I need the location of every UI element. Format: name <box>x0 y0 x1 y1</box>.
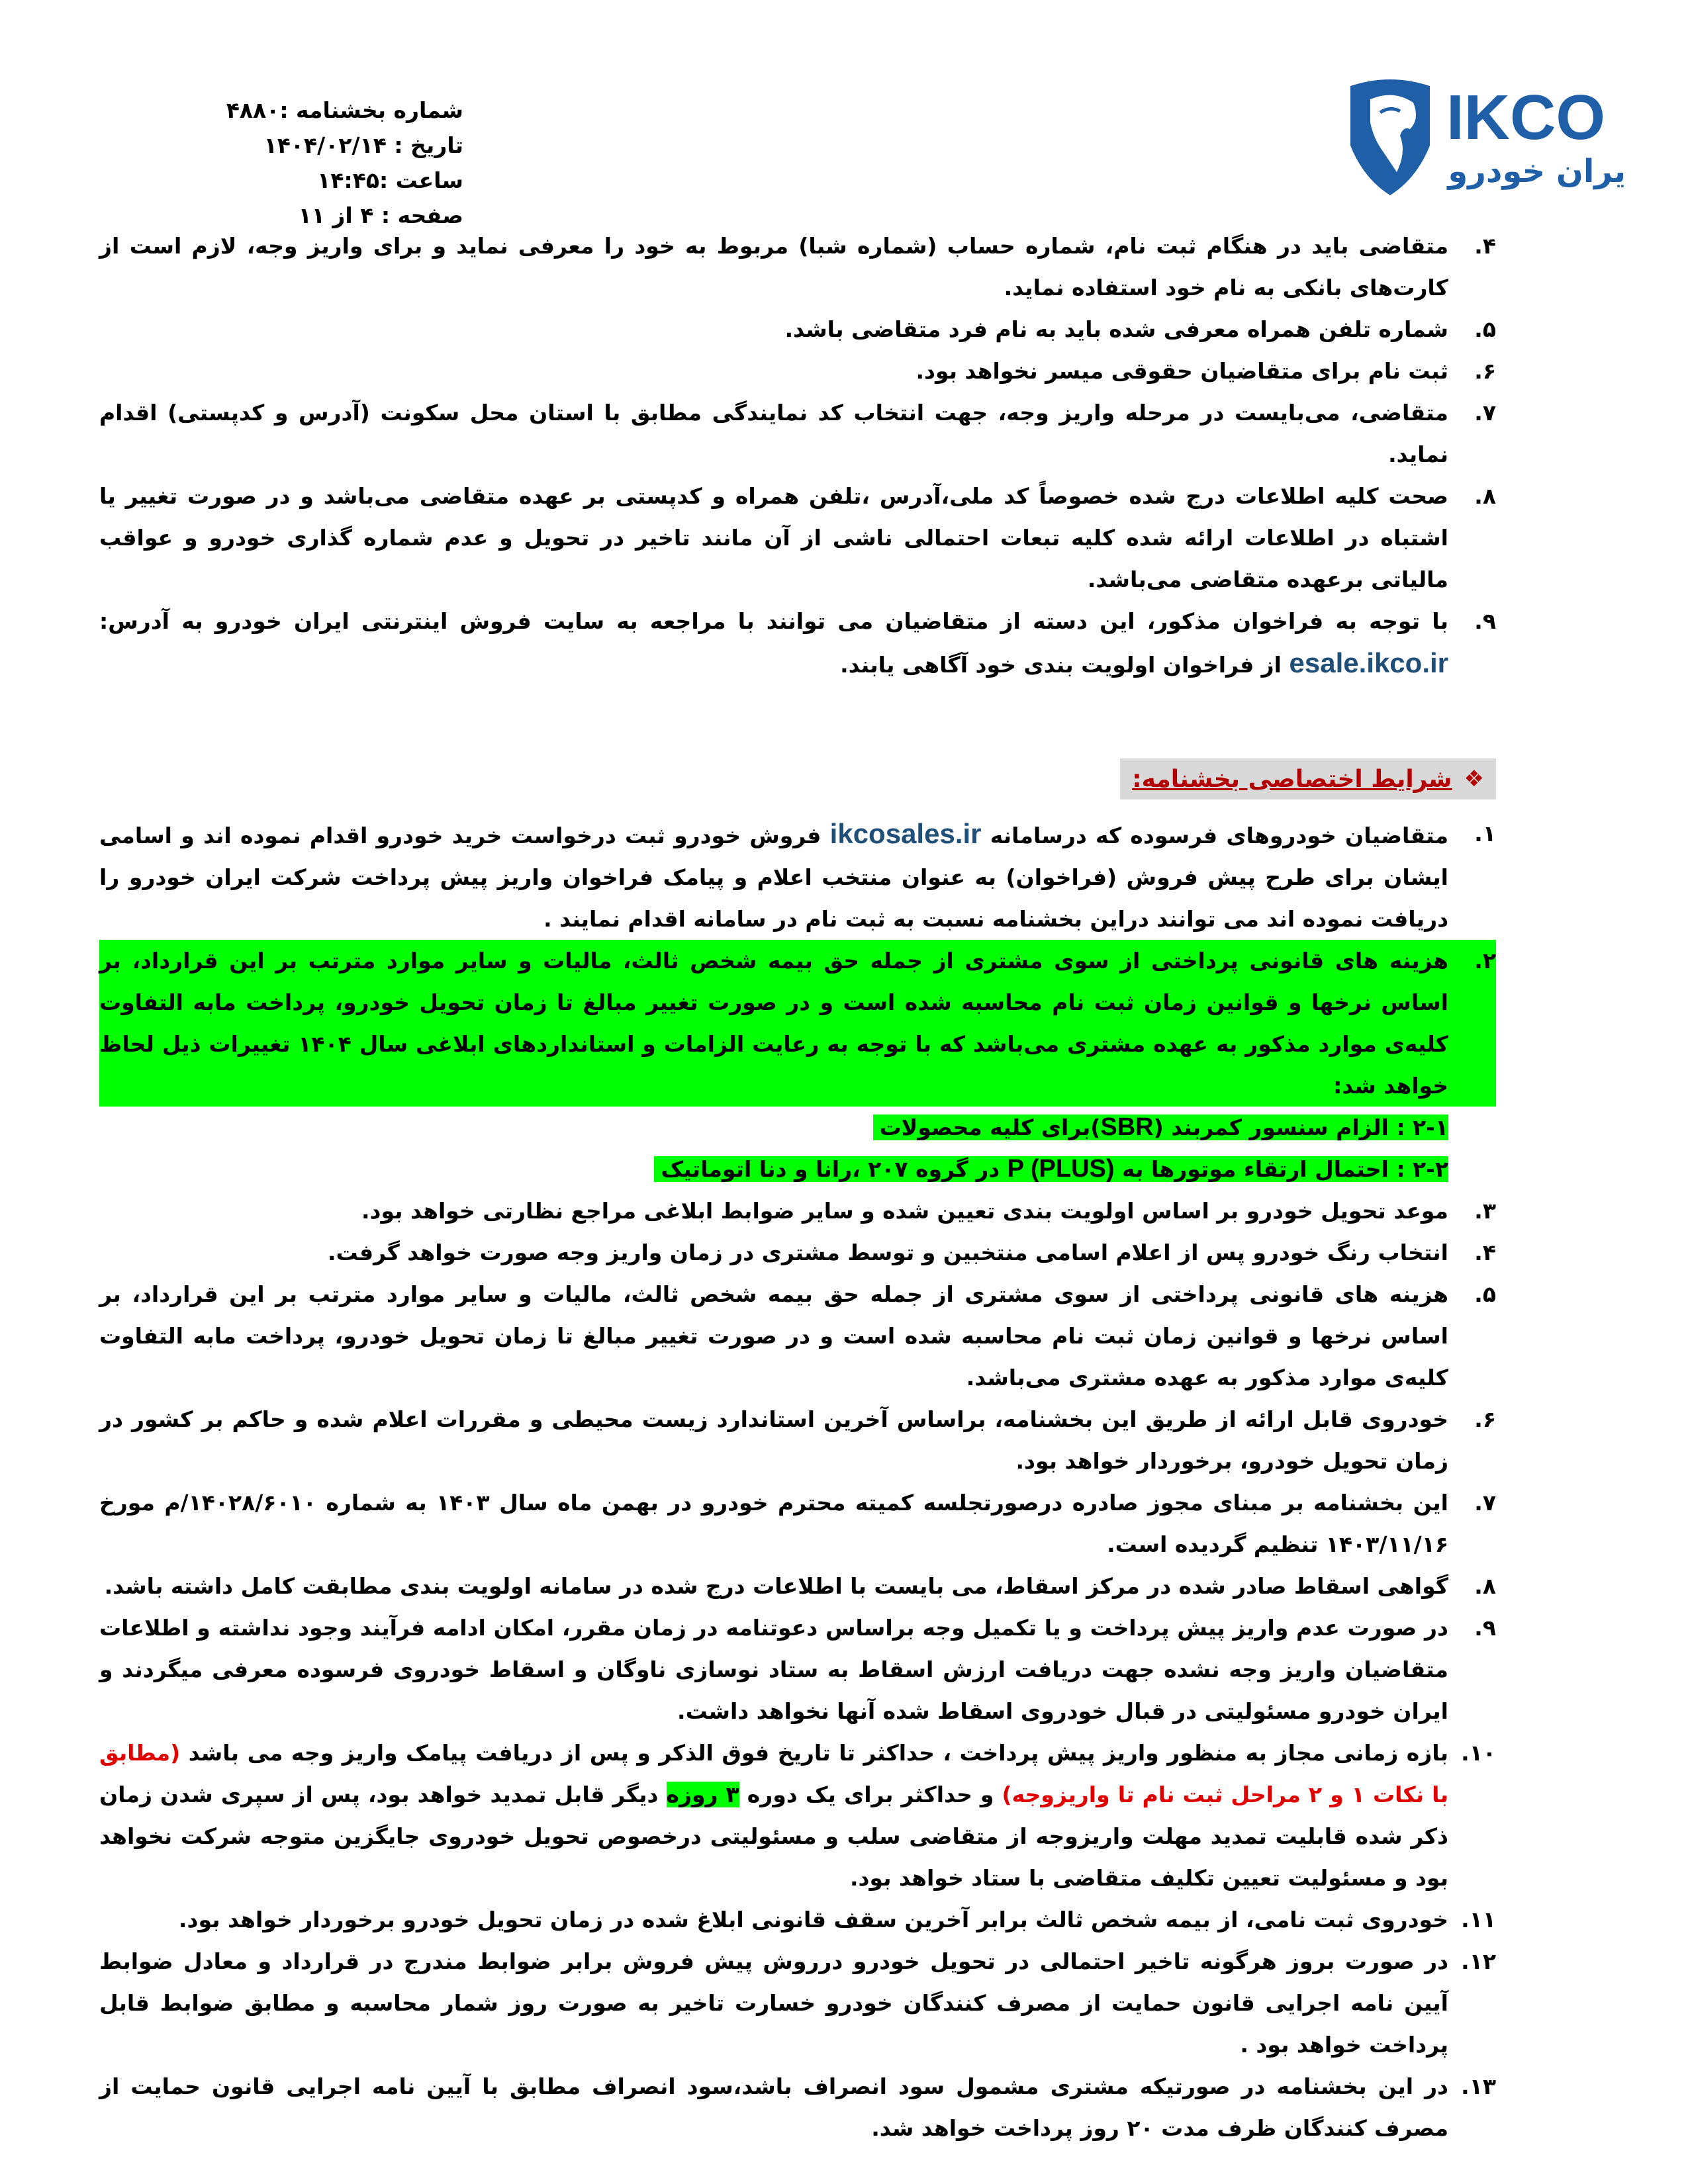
list-item: ۱۱. خودروی ثبت نامی، از بیمه شخص ثالث برابر آخرین سقف قانونی ابلاغ شده در زمان تحویل خودرو برخوردار خواهد بود. <box>178 1907 1496 1933</box>
ikco-logo <box>1344 73 1628 205</box>
list-item: ۷. متقاضی، می‌بایست در مرحله واریز وجه، جهت انتخاب کد نمایندگی مطابق با استان محل سکونت (آدرس و کدپستی) اقدام نماید. <box>99 400 1496 467</box>
list-item: ۳. موعد تحویل خودرو بر اساس اولویت بندی تعیین شده و سایر ضوابط ابلاغی مراجع نظارتی خواهد بود. <box>361 1198 1496 1224</box>
sub-item: ۲-۲ : احتمال ارتقاء موتورها به P (PLUS) در گروه ۲۰۷ ،رانا و دنا اتوماتیک <box>99 1148 1496 1190</box>
esale-link[interactable]: esale.ikco.ir <box>1289 647 1448 678</box>
list-item: ۵. شماره تلفن همراه معرفی شده باید به نام فرد متقاضی باشد. <box>784 316 1496 342</box>
document-body <box>99 225 1496 2149</box>
list-item: ۸. گواهی اسقاط صادر شده در مرکز اسقاط، می بایست با اطلاعات درج شده در سامانه اولویت بندی مطابقت کامل داشته باشد. <box>104 1573 1496 1599</box>
bulletin-meta <box>132 93 463 233</box>
section-header <box>99 758 1496 799</box>
general-conditions-list <box>99 225 1496 686</box>
logo-subtext: ایران خودرو <box>1448 153 1628 190</box>
bulletin-time: ساعت :۱۴:۴۵ <box>317 167 463 193</box>
list-item: ۶. ثبت نام برای متقاضیان حقوقی میسر نخواهد بود. <box>915 358 1496 384</box>
highlight-3-days: ۳ روزه <box>666 1782 739 1807</box>
ikcosales-link[interactable]: ikcosales.ir <box>829 818 982 849</box>
list-item: ۶. خودروی قابل ارائه از طریق این بخشنامه، براساس آخرین استاندارد زیست محیطی و مقررات اعلام شده و حاکم بر کشور در زمان تحویل خودرو، برخوردار خواهد بود. <box>99 1406 1496 1474</box>
list-item: ۹. در صورت عدم واریز پیش پرداخت و یا تکمیل وجه براساس دعوتنامه در زمان مقرر، امکان ادامه فرآیند وجود نداشته و اطلاعات متقاضیان واریز وجه نشده جهت دریافت ارزش اسقاط به ستاد نوسازی ناوگان و اسقاط خودروی فرسوده معرفی میگردند و ایران خودرو مسئولیتی در قبال خودروی اسقاط شده آنها نخواهد داشت. <box>99 1615 1496 1724</box>
diamond-bullet-icon: ❖ <box>1464 765 1484 792</box>
list-item: ۱۰. بازه زمانی مجاز به منظور واریز پیش پرداخت ، حداکثر تا تاریخ فوق الذکر و پس از دریافت پیامک واریز وجه می باشد (مطابق با نکات ۱ و ۲ مراحل ثبت نام تا واریزوجه) و حداکثر برای یک دوره ۳ روزه دیگر قابل تمدید خواهد بود، پس از سپری شدن زمان ذکر شده قابلیت تمدید مهلت واریزوجه از متقاضی سلب و مسئولیتی درخصوص تحویل خودروی جایگزین متوجه شرکت نخواهد بود و مسئولیت تعیین تکلیف متقاضی با ستاد خواهد بود. <box>99 1740 1496 1891</box>
sub-item: ۲-۱ : الزام سنسور کمربند (SBR)برای کلیه محصولات <box>99 1107 1496 1148</box>
list-item: ۱. متقاضیان خودروهای فرسوده که درسامانه ikcosales.ir فروش خودرو ثبت درخواست خرید خودرو اقدام نموده اند و اسامی ایشان برای طرح پیش فروش (فراخوان) به عنوان منتخب اعلام و پیامک فراخوان واریز پیش پرداخت شرکت ایران خودرو را دریافت نموده اند می توانند دراین بخشنامه نسبت به ثبت نام در سامانه اقدام نمایند . <box>99 818 1496 932</box>
list-item: ۵. هزینه های قانونی پرداختی از سوی مشتری از جمله حق بیمه شخص ثالث، مالیات و سایر موارد مترتب بر این قرارداد، بر اساس نرخها و قوانین زمان ثبت نام محاسبه شده است و در صورت تغییر مبالغ تا زمان تحویل خودرو، پرداخت مابه التفاوت کلیه‌ی موارد مذکور به عهده مشتری می‌باشد. <box>99 1281 1496 1390</box>
logo-text: IKCO <box>1446 82 1605 153</box>
list-item: ۱۳. در این بخشنامه در صورتیکه مشتری مشمول سود انصراف باشد،سود انصراف مطابق با آیین نامه اجرایی قانون حمایت از مصرف کنندگان ظرف مدت ۲۰ روز پرداخت خواهد شد. <box>99 2073 1496 2141</box>
red-note: (مطابق با نکات ۱ و ۲ مراحل ثبت نام تا واریزوجه) <box>99 1740 1448 1807</box>
page-number: صفحه : ۴ از ۱۱ <box>298 203 463 228</box>
horse-head-logo-icon <box>1344 73 1628 205</box>
bulletin-date: تاریخ : ۱۴۰۴/۰۲/۱۴ <box>263 132 463 158</box>
bulletin-number: شماره بخشنامه :۴۸۸۰ <box>226 97 463 123</box>
list-item: ۱۲. در صورت بروز هرگونه تاخیر احتمالی در تحویل خودرو درروش پیش فروش برابر ضوابط مندرج در قرارداد و معادل ضوابط آیین نامه اجرایی قانون حمایت از مصرف کنندگان خودرو خسارت تاخیر به صورت روز شمار محاسبه و مطابق ضوابط قابل پرداخت خواهد بود . <box>99 1948 1496 2058</box>
list-item: ۴. متقاضی باید در هنگام ثبت نام، شماره حساب (شماره شبا) مربوط به خود را معرفی نماید و برای واریز وجه، لازم است از کارت‌های بانکی به نام خود استفاده نماید. <box>99 233 1496 300</box>
section-title: شرایط اختصاصی بخشنامه: <box>1132 765 1452 793</box>
list-item: ۴. انتخاب رنگ خودرو پس از اعلام اسامی منتخبین و توسط مشتری در زمان واریز وجه صورت خواهد گرفت. <box>328 1240 1496 1265</box>
list-item: ۹. با توجه به فراخوان مذکور، این دسته از متقاضیان می توانند با مراجعه به سایت فروش اینترنتی ایران خودرو به آدرس: esale.ikco.ir از فراخوان اولویت بندی خود آگاهی یابند. <box>99 608 1496 678</box>
list-item: ۸. صحت کلیه اطلاعات درج شده خصوصاً کد ملی،آدرس ،تلفن همراه و کدپستی بر عهده متقاضی می‌باشد و در صورت تغییر یا اشتباه در اطلاعات ارائه شده کلیه تبعات احتمالی ناشی از آن مانند تاخیر در تحویل و عدم شماره گذاری خودرو و عواقب مالیاتی برعهده متقاضی می‌باشد. <box>99 483 1496 592</box>
list-item: ۷. این بخشنامه بر مبنای مجوز صادره درصورتجلسه کمیته محترم خودرو در بهمن ماه سال ۱۴۰۳ به شماره ۱۴۰۲۸/۶۰۱۰/م مورخ ۱۴۰۳/۱۱/۱۶ تنظیم گردیده است. <box>99 1490 1496 1557</box>
list-item-highlighted: ۲. هزینه های قانونی پرداختی از سوی مشتری از جمله حق بیمه شخص ثالث، مالیات و سایر موارد مترتب بر این قرارداد، بر اساس نرخها و قوانین زمان ثبت نام محاسبه شده است و در صورت تغییر مبالغ تا زمان تحویل خودرو، پرداخت مابه التفاوت کلیه‌ی موارد مذکور به عهده مشتری می‌باشد که با توجه به رعایت الزامات و استانداردهای ابلاغی سال ۱۴۰۴ تغییرات ذیل لحاظ خواهد شد: <box>99 940 1496 1107</box>
specific-conditions-list <box>99 813 1496 2149</box>
